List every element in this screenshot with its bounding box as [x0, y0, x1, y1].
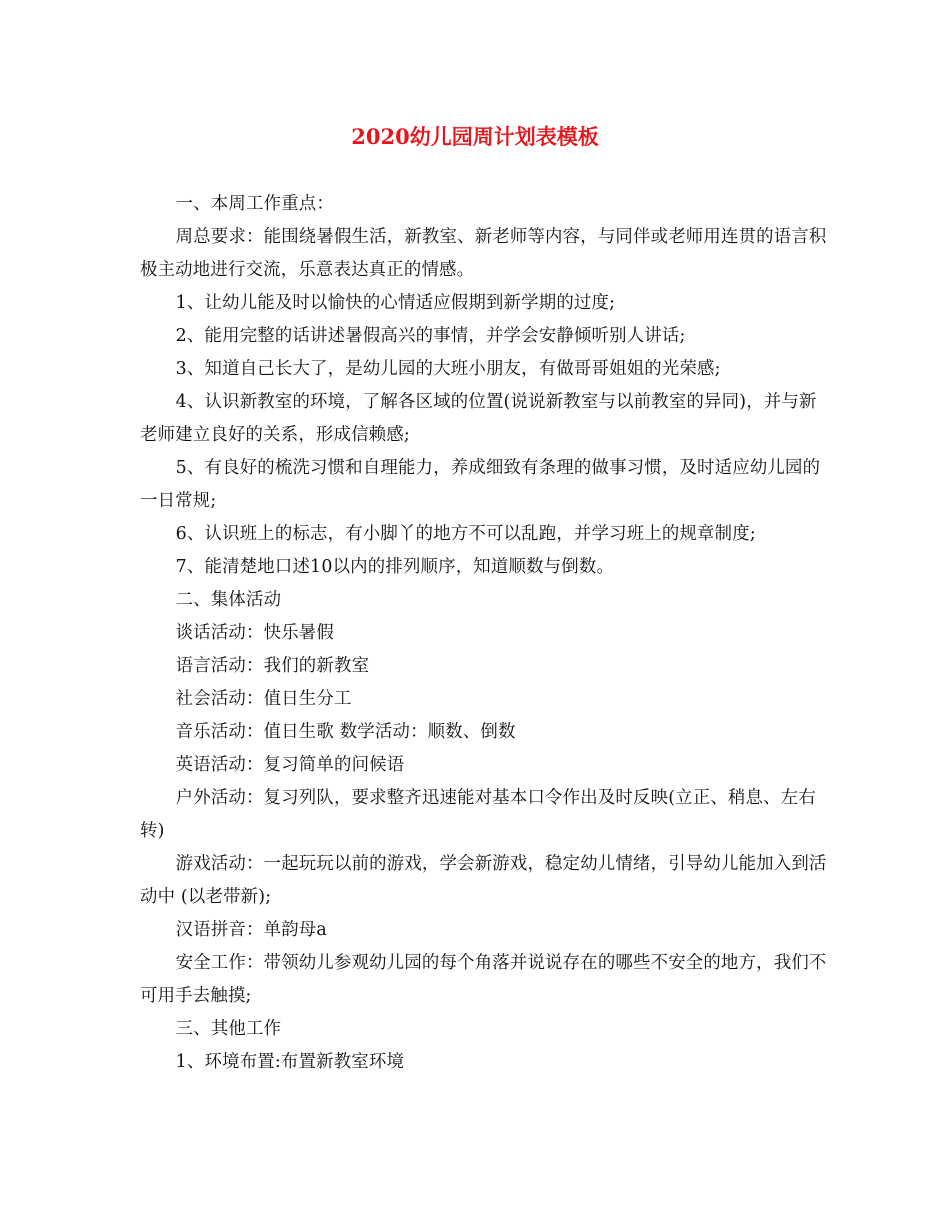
activity-language: 语言活动：我们的新教室 — [175, 656, 370, 676]
list-item-goal-4: 4、认识新教室的环境，了解各区域的位置(说说新教室与以前教室的异同)，并与新老师建立良好的关系，形成信赖感; — [140, 392, 817, 445]
activity-english: 英语活动：复习简单的问候语 — [175, 755, 405, 775]
document-title: 2020幼儿园周计划表模板 — [351, 124, 599, 149]
list-item-goal-3: 3、知道自己长大了，是幼儿园的大班小朋友，有做哥哥姐姐的光荣感; — [175, 359, 721, 379]
list-item-goal-1: 1、让幼儿能及时以愉快的心情适应假期到新学期的过度; — [175, 293, 616, 313]
document-body — [140, 188, 830, 1079]
activity-safety: 安全工作：带领幼儿参观幼儿园的每个角落并说说存在的哪些不安全的地方，我们不可用手去触摸; — [140, 953, 827, 1006]
other-work-1: 1、环境布置:布置新教室环境 — [175, 1052, 405, 1072]
section-heading-focus: 一、本周工作重点： — [175, 194, 334, 214]
activity-pinyin: 汉语拼音：单韵母a — [175, 920, 327, 940]
activity-outdoor: 户外活动：复习列队，要求整齐迅速能对基本口令作出及时反映(立正、稍息、左右转) — [140, 788, 816, 841]
list-item-goal-7: 7、能清楚地口述10以内的排列顺序，知道顺数与倒数。 — [175, 557, 615, 577]
paragraph-weekly-goal: 周总要求：能围绕暑假生活，新教室、新老师等内容，与同伴或老师用连贯的语言积极主动地进行交流，乐意表达真正的情感。 — [140, 227, 827, 280]
section-heading-other: 三、其他工作 — [175, 1019, 282, 1039]
list-item-goal-5: 5、有良好的梳洗习惯和自理能力，养成细致有条理的做事习惯，及时适应幼儿园的一日常规; — [140, 458, 821, 511]
activity-social: 社会活动：值日生分工 — [175, 689, 352, 709]
activity-music-math: 音乐活动：值日生歌 数学活动：顺数、倒数 — [175, 722, 516, 742]
list-item-goal-6: 6、认识班上的标志，有小脚丫的地方不可以乱跑，并学习班上的规章制度; — [175, 524, 756, 544]
section-heading-activities: 二、集体活动 — [175, 590, 282, 610]
activity-talk: 谈话活动：快乐暑假 — [175, 623, 334, 643]
activity-game: 游戏活动：一起玩玩以前的游戏，学会新游戏，稳定幼儿情绪，引导幼儿能加入到活动中 (以老带新); — [140, 854, 827, 907]
list-item-goal-2: 2、能用完整的话讲述暑假高兴的事情，并学会安静倾听别人讲话; — [175, 326, 686, 346]
